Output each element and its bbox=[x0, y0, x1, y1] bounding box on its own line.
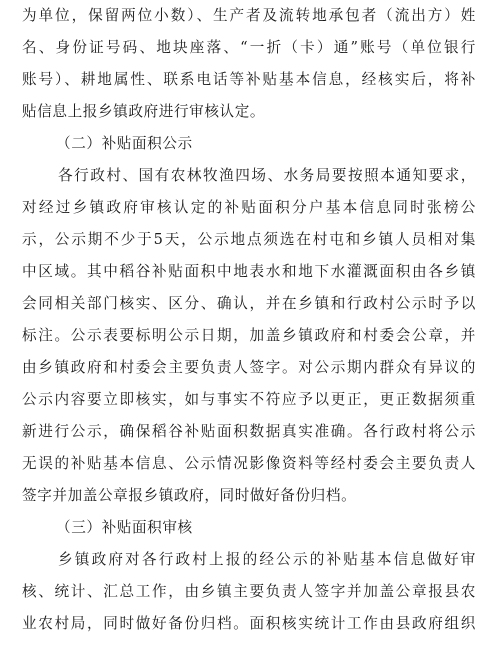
body-text-line: 乡镇政府对各行政村上报的经公示的补贴基本信息做好审 bbox=[58, 551, 476, 568]
body-text-line: 标注。公示表要标明公示日期，加盖乡镇政府和村委会公章，并 bbox=[22, 327, 476, 344]
section-heading-subsidy-area-publicity: （二）补贴面积公示 bbox=[56, 135, 193, 152]
body-text-line: 贴信息上报乡镇政府进行审核认定。 bbox=[22, 103, 266, 120]
body-text-line: 中区域。其中稻谷补贴面积中地表水和地下水灌溉面积由各乡镇 bbox=[22, 263, 476, 280]
body-text-line: 新进行公示，确保稻谷补贴面积数据真实准确。各行政村将公示 bbox=[22, 423, 476, 440]
body-text-line: 各行政村、国有农林牧渔四场、水务局要按照本通知要求， bbox=[58, 167, 476, 184]
body-text-line: 无误的补贴基本信息、公示情况影像资料等经村委会主要负责人 bbox=[22, 455, 476, 472]
body-text-line: 核、统计、汇总工作，由乡镇主要负责人签字并加盖公章报县农 bbox=[22, 583, 476, 600]
body-text-line: 签字并加盖公章报乡镇政府，同时做好备份归档。 bbox=[22, 487, 357, 504]
body-text-line: 对经过乡镇政府审核认定的补贴面积分户基本信息同时张榜公 bbox=[22, 199, 476, 216]
body-text-line: 公示内容要立即核实，如与事实不符应予以更正，更正数据须重 bbox=[22, 391, 476, 408]
body-text-line: 业农村局，同时做好备份归档。面积核实统计工作由县政府组织 bbox=[22, 615, 476, 632]
body-text-line: 示，公示期不少于5天，公示地点须选在村屯和乡镇人员相对集 bbox=[22, 231, 476, 248]
body-text-line: 会同相关部门核实、区分、确认，并在乡镇和行政村公示时予以 bbox=[22, 295, 476, 312]
body-text-line: 名、身份证号码、地块座落、“一折（卡）通”账号（单位银行 bbox=[22, 39, 476, 56]
section-heading-subsidy-area-review: （三）补贴面积审核 bbox=[56, 519, 193, 536]
body-text-line: 为单位，保留两位小数）、生产者及流转地承包者（流出方）姓 bbox=[22, 7, 476, 24]
body-text-line: 由乡镇政府和村委会主要负责人签字。对公示期内群众有异议的 bbox=[22, 359, 476, 376]
body-text-line: 账号）、耕地属性、联系电话等补贴基本信息，经核实后，将补 bbox=[22, 71, 476, 88]
